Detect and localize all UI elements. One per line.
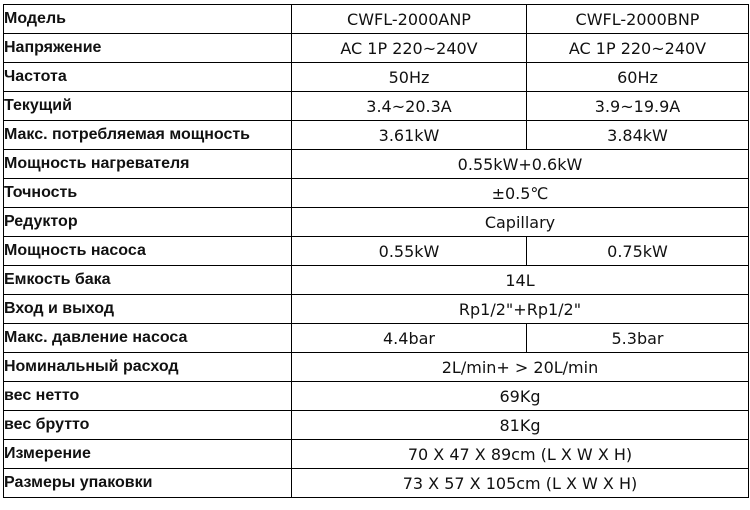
row-label: Текущий <box>4 92 292 121</box>
row-label: Мощность нагревателя <box>4 150 292 179</box>
cell-value: 69Kg <box>292 382 749 411</box>
table-row-package-dimensions <box>4 469 749 498</box>
row-label: Частота <box>4 63 292 92</box>
row-label: Макс. потребляемая мощность <box>4 121 292 150</box>
cell-value: 50Hz <box>292 63 527 92</box>
cell-value: CWFL-2000BNP <box>527 5 749 34</box>
row-label: Мощность насоса <box>4 237 292 266</box>
row-label: Вход и выход <box>4 295 292 324</box>
cell-value: 2L/min+ > 20L/min <box>292 353 749 382</box>
table-row-tank-capacity <box>4 266 749 295</box>
table-row-gross-weight <box>4 411 749 440</box>
table-row-dimensions <box>4 440 749 469</box>
cell-value: 5.3bar <box>527 324 749 353</box>
cell-value: 73 X 57 X 105cm (L X W X H) <box>292 469 749 498</box>
table-row-precision <box>4 179 749 208</box>
table-row-pump-power <box>4 237 749 266</box>
table-row-frequency <box>4 63 749 92</box>
table-row-net-weight <box>4 382 749 411</box>
row-label: Точность <box>4 179 292 208</box>
row-label: Модель <box>4 5 292 34</box>
table-row-reducer <box>4 208 749 237</box>
cell-value: 3.61kW <box>292 121 527 150</box>
cell-value: 81Kg <box>292 411 749 440</box>
cell-value: 3.9~19.9A <box>527 92 749 121</box>
table-row-voltage <box>4 34 749 63</box>
cell-value: AC 1P 220~240V <box>527 34 749 63</box>
table-row-model <box>4 5 749 34</box>
cell-value: 14L <box>292 266 749 295</box>
row-label: Размеры упаковки <box>4 469 292 498</box>
cell-value: Capillary <box>292 208 749 237</box>
row-label: Измерение <box>4 440 292 469</box>
cell-value: 0.55kW <box>292 237 527 266</box>
table-row-max-power <box>4 121 749 150</box>
row-label: Редуктор <box>4 208 292 237</box>
table-row-heater-power <box>4 150 749 179</box>
cell-value: AC 1P 220~240V <box>292 34 527 63</box>
table-row-max-pump-pressure <box>4 324 749 353</box>
table-row-rated-flow <box>4 353 749 382</box>
cell-value: 0.75kW <box>527 237 749 266</box>
cell-value: 4.4bar <box>292 324 527 353</box>
cell-value: ±0.5℃ <box>292 179 749 208</box>
table-row-current <box>4 92 749 121</box>
row-label: Емкость бака <box>4 266 292 295</box>
row-label: Макс. давление насоса <box>4 324 292 353</box>
cell-value: 60Hz <box>527 63 749 92</box>
cell-value: 0.55kW+0.6kW <box>292 150 749 179</box>
row-label: Напряжение <box>4 34 292 63</box>
cell-value: 3.84kW <box>527 121 749 150</box>
spec-table <box>3 4 749 498</box>
row-label: вес нетто <box>4 382 292 411</box>
cell-value: CWFL-2000ANP <box>292 5 527 34</box>
cell-value: 3.4~20.3A <box>292 92 527 121</box>
row-label: вес брутто <box>4 411 292 440</box>
row-label: Номинальный расход <box>4 353 292 382</box>
cell-value: 70 X 47 X 89cm (L X W X H) <box>292 440 749 469</box>
cell-value: Rp1/2"+Rp1/2" <box>292 295 749 324</box>
table-row-inlet-outlet <box>4 295 749 324</box>
